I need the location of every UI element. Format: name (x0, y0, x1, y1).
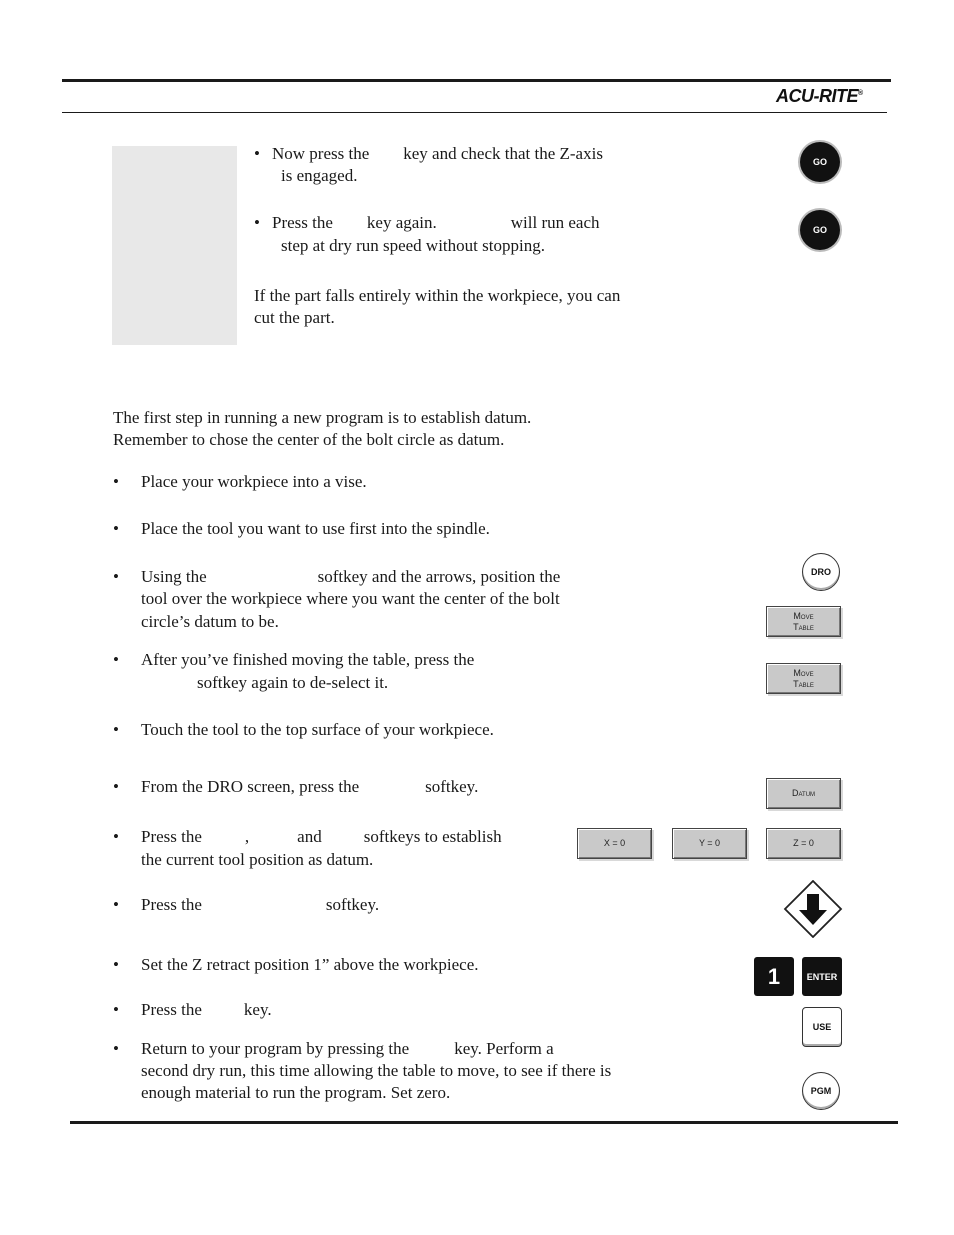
step-11-cont1: second dry run, this time allowing the table to move, to see if there is (141, 1061, 612, 1080)
step-2: • Place the tool you want to use first into the spindle. (113, 519, 490, 538)
datum-softkey: Datum (766, 778, 841, 809)
step-4: • After you’ve finished moving the table, press the (113, 650, 475, 669)
top-paragraph-line2: cut the part. (254, 308, 335, 327)
header-rule (62, 79, 891, 82)
top-bullet-1-cont: is engaged. (281, 166, 358, 185)
step-11: • Return to your program by pressing the key. Perform a (113, 1039, 554, 1058)
top-bullet-2-cont: step at dry run speed without stopping. (281, 236, 545, 255)
use-key: USE (802, 1007, 842, 1047)
top-bullet-1: • Now press the key and check that the Z-axis (254, 144, 603, 163)
intro-line1: The first step in running a new program is to establish datum. (113, 408, 532, 427)
intro-line2: Remember to chose the center of the bolt circle as datum. (113, 430, 505, 449)
step-7-cont: the current tool position as datum. (141, 850, 374, 869)
one-key: 1 (754, 957, 794, 996)
step-6: • From the DRO screen, press the softkey. (113, 777, 479, 796)
step-3-cont1: tool over the workpiece where you want the center of the bolt (141, 589, 560, 608)
brand-logo: ACU-RITE® (776, 86, 863, 106)
x-zero-softkey: X = 0 (577, 828, 652, 859)
enter-key: ENTER (802, 957, 842, 996)
step-3-cont2: circle’s datum to be. (141, 612, 279, 631)
y-zero-softkey: Y = 0 (672, 828, 747, 859)
go-key: GO (800, 142, 840, 182)
step-5: • Touch the tool to the top surface of your workpiece. (113, 720, 494, 739)
top-bullet-2: • Press the key again. will run each (254, 213, 600, 232)
pgm-key: PGM (802, 1072, 840, 1110)
step-1: • Place your workpiece into a vise. (113, 472, 367, 491)
move-table-softkey: Move Table (766, 606, 841, 637)
step-7: • Press the , and softkeys to establish (113, 827, 502, 846)
step-10: • Press the key. (113, 1000, 272, 1019)
go-key: GO (800, 210, 840, 250)
step-4-cont: softkey again to de-select it. (197, 673, 389, 692)
margin-note-box (112, 146, 237, 345)
top-paragraph-line1: If the part falls entirely within the workpiece, you can (254, 286, 621, 305)
step-9: • Set the Z retract position 1” above the workpiece. (113, 955, 479, 974)
step-11-cont2: enough material to run the program. Set zero. (141, 1083, 451, 1102)
z-zero-softkey: Z = 0 (766, 828, 841, 859)
arrow-down-icon (783, 880, 843, 938)
header-rule-thin (62, 112, 887, 113)
footer-rule (70, 1121, 898, 1124)
move-table-softkey: Move Table (766, 663, 841, 694)
dro-key: DRO (802, 553, 840, 591)
step-3: • Using the softkey and the arrows, position the (113, 567, 561, 586)
step-8: • Press the softkey. (113, 895, 380, 914)
